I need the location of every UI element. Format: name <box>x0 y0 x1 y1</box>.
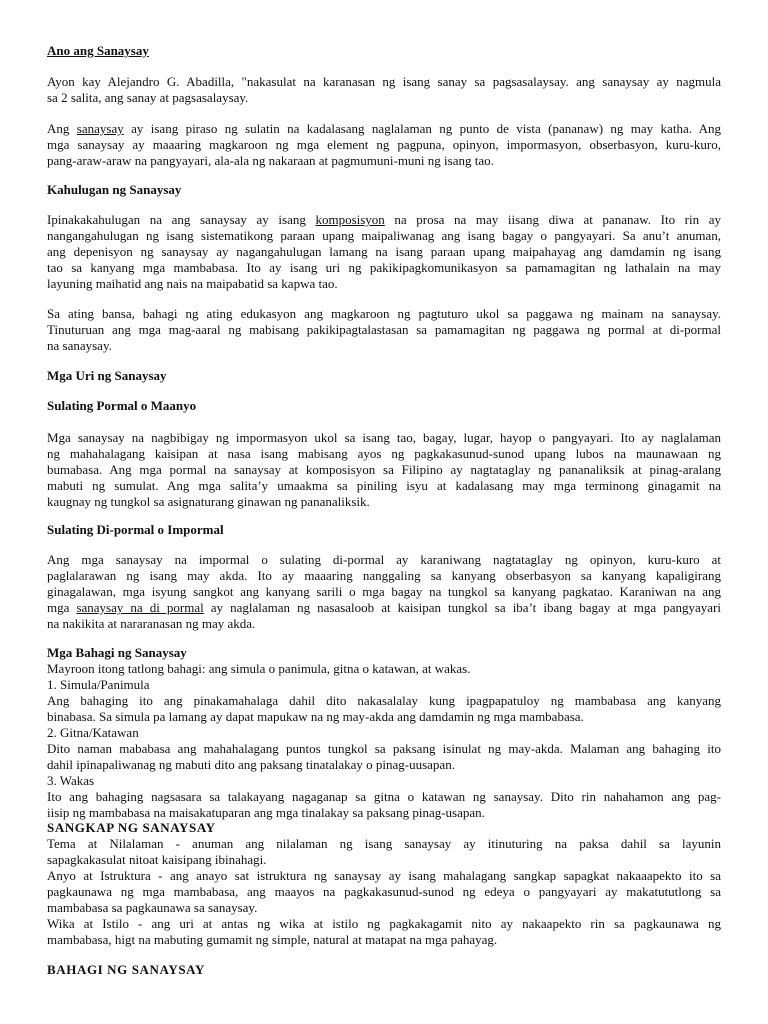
text-line: pagkaunawa ng mga mambabasa, ang maayos na pagkakasunud-sunod ng edeya o pangyayari ay makatututlong sa <box>47 884 721 899</box>
text-line: na nakikita at nararanasan ng may akda. <box>47 616 256 631</box>
page-title: Ano ang Sanaysay <box>47 43 149 58</box>
text-line: tao sa kanyang mga mambabasa. Ito ay isang uri ng pakikipagkomunikasyon sa pamamagitan ng lathalain na may <box>47 260 721 275</box>
text-line: nangangahulugan ng isang sistematikong paraan upang maipaliwanag ang isang bagay o pangyayari. Sa anu’t anuman, <box>47 228 721 243</box>
text-line: layuning maihatid ang nais na maipabatid sa kapwa tao. <box>47 276 338 291</box>
text-line: Mga sanaysay na nagbibigay ng impormasyon ukol sa isang tao, bagay, lugar, hayop o pangyayari. Ito ay naglalaman <box>47 430 721 445</box>
text-run: Ang <box>47 121 77 136</box>
section-heading: BAHAGI NG SANAYSAY <box>47 962 205 977</box>
text-line: Ayon kay Alejandro G. Abadilla, "nakasulat na karanasan ng isang sanay sa pagsasalaysay. ang sanaysay ay nagmula <box>47 74 721 89</box>
text-line: Ito ang bahaging nagsasara sa talakayang nagaganap sa gitna o katawan ng sanaysay. Dito rin nahahamon ang pag- <box>47 789 721 804</box>
text-line: sa 2 salita, ang sanay at pagsasalaysay. <box>47 90 249 105</box>
text-line: kaugnay ng tungkol sa asignaturang ginawan ng pananaliksik. <box>47 494 370 509</box>
section-heading: Kahulugan ng Sanaysay <box>47 182 182 197</box>
text-line: ng mahahalagang kaisipan at nasa isang mabisang ayos ng pagkakasunud-sunod upang lubos na maunawaan ng <box>47 446 721 461</box>
text-line: Mayroon itong tatlong bahagi: ang simula o panimula, gitna o katawan, at wakas. <box>47 661 471 676</box>
text-line: 1. Simula/Panimula <box>47 677 150 692</box>
text-line <box>47 600 721 616</box>
text-line: Sa ating bansa, bahagi ng ating edukasyon ang magkaroon ng pagtuturo ukol sa paggawa ng mainam na sanaysay. <box>47 306 721 321</box>
text-line: mabuti ng sumulat. Ang mga salita’y umaakma sa piniling isyu at kadalasang may mga terminong ginagamit na <box>47 478 721 493</box>
text-line <box>47 212 721 228</box>
text-line: Anyo at Istruktura - ang anayo sat istruktura ng sanaysay ay isang mahalagang sangkap sapagkat nakaaapekto ito sa <box>47 868 721 883</box>
sanaysay-link[interactable]: sanaysay <box>76 121 124 136</box>
section-heading: Mga Uri ng Sanaysay <box>47 368 167 383</box>
text-line: binabasa. Sa simula pa lamang ay dapat mapukaw na ng may-akda ang damdamin ng mga mambabasa. <box>47 709 584 724</box>
text-run: na prosa na may iisang diwa at pananaw. Ito rin ay <box>384 212 722 227</box>
text-line: 2. Gitna/Katawan <box>47 725 139 740</box>
section-heading: Sulating Pormal o Maanyo <box>47 398 197 413</box>
text-line: Ang mga sanaysay na impormal o sulating di-pormal ay karaniwang nagtataglay ng opinyon, kuru-kuro at <box>47 552 721 567</box>
text-line: mambabasa sa pagkaunawa sa sanaysay. <box>47 900 258 915</box>
text-line: dahil ipinapaliwanag ng mabuti dito ang paksang tinatalakay o pinag-uusapan. <box>47 757 455 772</box>
text-line: na sanaysay. <box>47 338 112 353</box>
section-heading: SANGKAP NG SANAYSAY <box>47 820 216 835</box>
text-line <box>47 121 721 137</box>
text-line: Ang bahaging ito ang pinakamahalaga dahil dito nakasalalay kung ipagpapatuloy ng mambabasa ang kanyang <box>47 693 721 708</box>
sanaysay-na-di-pormal-link[interactable]: sanaysay na di pormal <box>76 600 204 615</box>
text-line: ang depenisyon ng sanaysay ay nagangahulugan lamang na isang paraan upang maipahayag ang damdamin ng isang <box>47 244 721 259</box>
text-line: paglalarawan ng isang may akda. Ito ay maaaring nanggaling sa kanyang obserbasyon sa kanyang kapaligirang <box>47 568 721 583</box>
text-run: mga <box>47 600 77 615</box>
text-run: ay isang piraso ng sulatin na kadalasang naglalaman ng punto de vista (pananaw) ng may katha. Ang <box>123 121 722 136</box>
text-line: 3. Wakas <box>47 773 95 788</box>
text-line: Tinuturuan ang mga mag-aaral ng mabisang pakikipagtalastasan sa pamamagitan ng paggawa ng pormal at di-pormal <box>47 322 721 337</box>
text-line: sapagkakasulat nitoat kaisipang ibinahagi. <box>47 852 267 867</box>
komposisyon-link[interactable]: komposisyon <box>315 212 385 227</box>
text-line: mga sanaysay ay maaaring magkaroon ng mga element ng pagpuna, opinyon, impormasyon, obserbasyon, kuru-kuro, <box>47 137 721 152</box>
text-line: ginagalawan, mga isyung sangkot ang kanyang sarili o mga bagay na tungkol sa kanyang pagkatao. Karaniwan na ang <box>47 584 721 599</box>
section-heading: Sulating Di-pormal o Impormal <box>47 522 224 537</box>
text-line: mambabasa, higt na mabuting gumamit ng simple, natural at matapat na mga pahayag. <box>47 932 498 947</box>
text-line: iisip ng mambabasa na maisakatuparan ang mga tinalakay sa paksang pinag-usapan. <box>47 805 485 820</box>
text-line: pang-araw-araw na pangyayari, ala-ala ng nakaraan at pagmumuni-muni ng isang tao. <box>47 153 494 168</box>
text-line: Tema at Nilalaman - anuman ang nilalaman ng isang sanaysay ay itinuturing na paksa dahil sa layunin <box>47 836 721 851</box>
text-line: Wika at Istilo - ang uri at antas ng wika at istilo ng pagkakagamit nito ay nakaapekto rin sa pagkaunawa ng <box>47 916 721 931</box>
text-run: Ipinakakahulugan na ang sanaysay ay isang <box>47 212 316 227</box>
text-run: ay naglalaman ng nasasaloob at kaisipan tungkol sa iba’t ibang bagay at mga pangyayari <box>203 600 721 615</box>
text-line: Dito naman mababasa ang mahahalagang puntos tungkol sa paksang isinulat ng may-akda. Malaman ang bahaging ito <box>47 741 721 756</box>
text-line: bumabasa. Ang mga pormal na sanaysay at komposisyon sa Filipino ay nagtataglay ng pananaliksik at pinag-aralang <box>47 462 721 477</box>
section-heading: Mga Bahagi ng Sanaysay <box>47 645 187 660</box>
